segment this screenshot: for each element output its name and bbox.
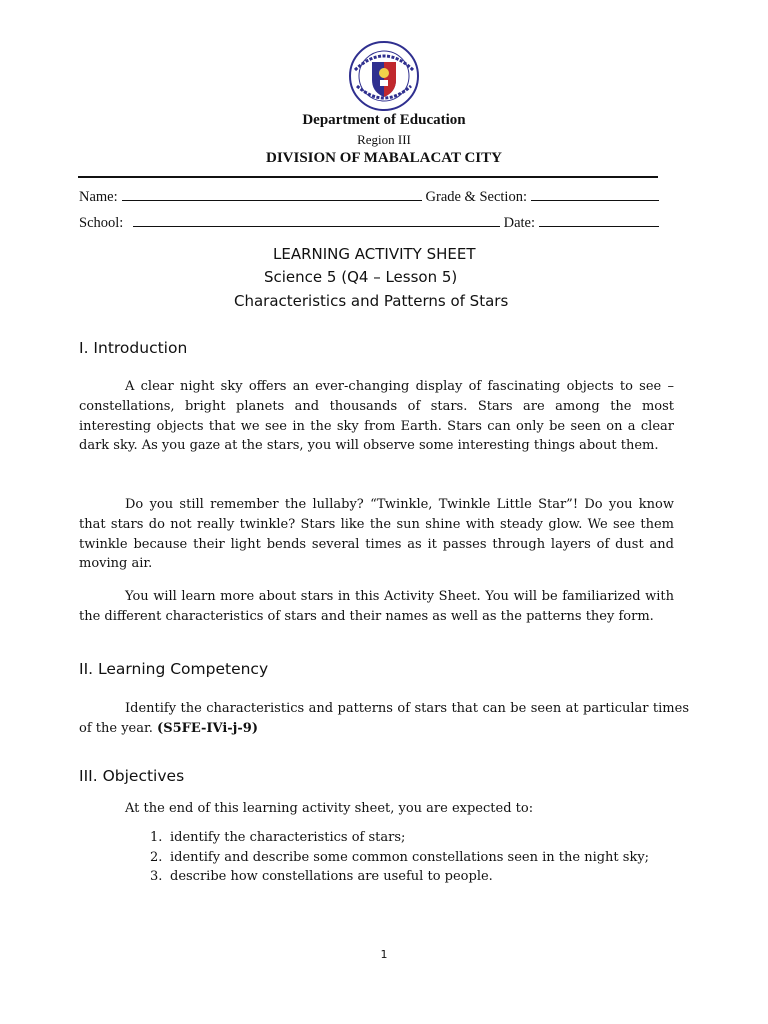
deped-seal-logo [343,40,425,112]
competency-text: Identify the characteristics and patterns of stars that can be seen at particular times of the year. [79,701,689,736]
list-item-number: 2. [150,849,163,865]
lesson-title: Characteristics and Patterns of Stars [234,292,509,310]
objectives-lead: At the end of this learning activity sheet, you are expected to: [125,801,534,816]
objectives-heading: III. Objectives [79,767,185,785]
competency-heading: II. Learning Competency [79,660,269,678]
header-divider [78,176,658,178]
introduction-heading: I. Introduction [79,339,188,357]
date-blank[interactable] [539,215,659,227]
list-item [150,848,670,868]
list-item-text: identify and describe some common constellations seen in the night sky; [170,849,650,865]
list-item-number: 1. [150,830,163,845]
region-label: Region III [357,132,411,147]
subject-title: Science 5 (Q4 – Lesson 5) [264,268,458,286]
competency-paragraph [79,699,689,739]
school-date-line [79,215,659,232]
date-label: Date: [503,215,535,231]
name-label: Name: [79,189,118,205]
name-blank[interactable] [122,189,422,201]
intro-paragraph-3: You will learn more about stars in this Activity Sheet. You will be familiarized with the different characteristics of stars and their names as well as the patterns they form. [79,589,674,624]
intro-paragraph-1: A clear night sky offers an ever-changing display of fascinating objects to see – constellations, bright planets and thousands of stars. Stars are among the most interesting objects that we see in the sky from Earth. Stars can only be seen on a clear dark sky. As you gaze at the stars, you will observe some interesting things about them. [79,379,674,454]
grade-section-label: Grade & Section: [425,189,527,205]
list-item [150,867,670,887]
page-number: 1 [380,948,388,961]
school-blank[interactable] [133,215,499,227]
sheet-title: LEARNING ACTIVITY SHEET [273,245,476,263]
department-title: Department of Education [302,112,466,128]
list-item-number: 3. [150,869,163,884]
list-item-text: describe how constellations are useful to people. [170,869,493,884]
division-title: DIVISION OF MABALACAT CITY [265,150,502,166]
list-item-text: identify the characteristics of stars; [170,830,406,845]
grade-section-blank[interactable] [531,189,659,201]
name-grade-line [79,189,659,206]
objectives-list [150,828,670,887]
intro-paragraph-2: Do you still remember the lullaby? “Twinkle, Twinkle Little Star”! Do you know that stars do not really twinkle? Stars like the sun shine with steady glow. We see them twinkle because their light bends several times as it passes through layers of dust and moving air. [79,497,674,572]
school-label: School: [79,215,124,231]
list-item [150,828,670,848]
competency-code: (S5FE-IVi-j-9) [157,720,258,736]
